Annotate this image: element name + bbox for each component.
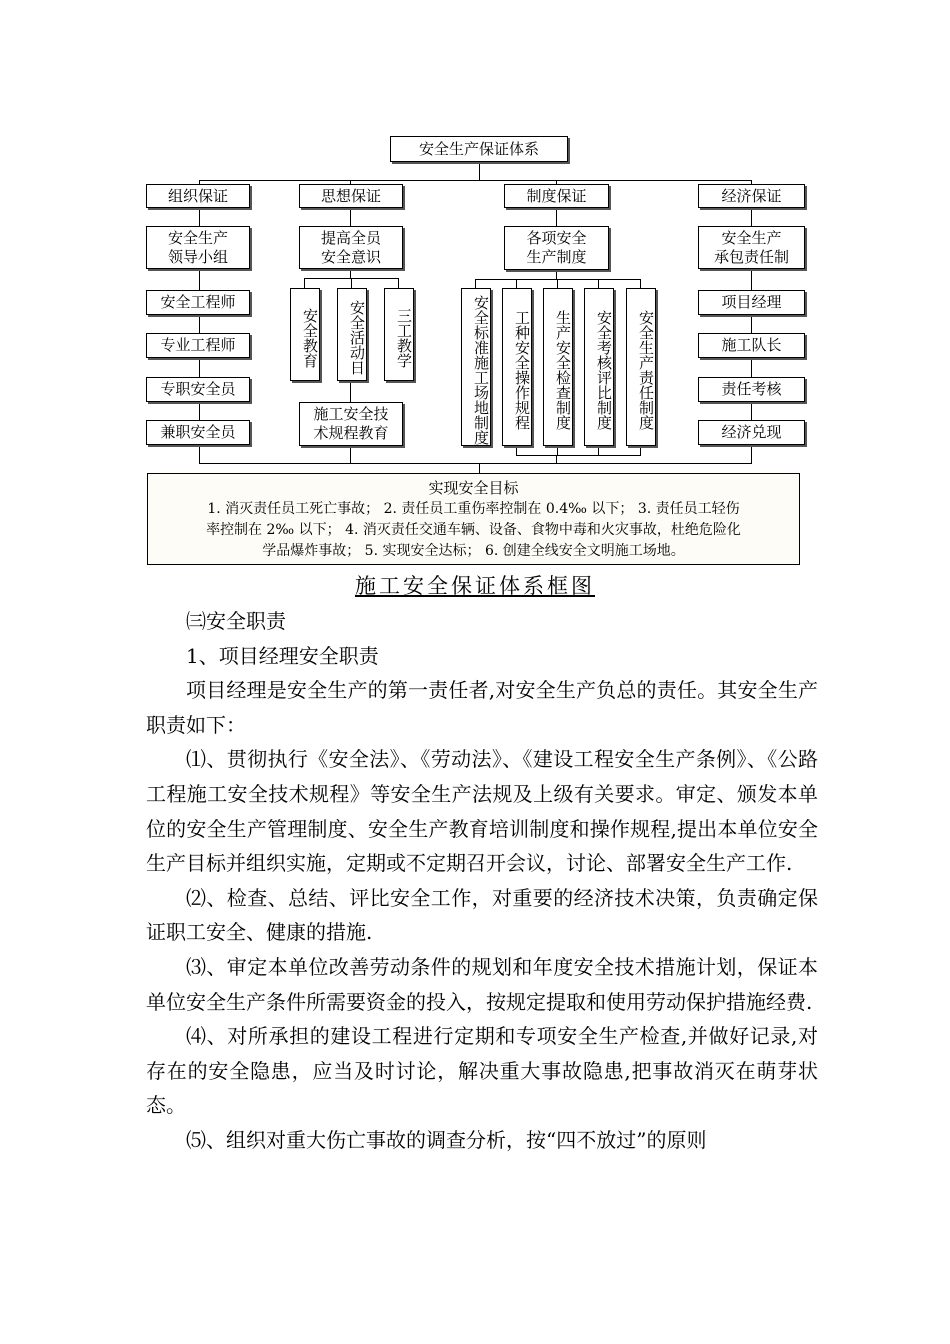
thought-top: 提高全员 安全意识 [299,226,403,269]
thought-bottom: 施工安全技 术规程教育 [299,402,403,446]
thought-header: 思想保证 [299,184,403,208]
root-node: 安全生产保证体系 [390,136,568,162]
org-item: 专职安全员 [146,377,250,402]
thought-vertical: 安全教育 [290,288,320,381]
thought-vertical: 三工教学 [384,288,414,381]
goal-line: 学品爆炸事故； 5. 实现安全达标； 6. 创建全线安全文明施工场地。 [262,543,685,559]
subsection-heading: 1、项目经理安全职责 [186,643,379,668]
caption-text: 施工安全保证体系框图 [355,574,595,598]
econ-item: 安全生产 承包责任制 [698,226,805,269]
system-vertical: 安全考核评比制度 [584,288,614,446]
paragraph: ⑵、检查、总结、评比安全工作，对重要的经济技术决策，负责确定保证职工安全、健康的措施. [146,885,818,945]
system-vertical: 安全标准施工场地制度 [461,288,491,446]
org-item: 安全生产 领导小组 [146,226,250,269]
econ-item: 施工队长 [698,333,805,358]
system-header: 制度保证 [504,184,609,208]
econ-item: 项目经理 [698,290,805,315]
org-header: 组织保证 [146,184,250,208]
system-vertical: 生产安全检查制度 [543,288,573,446]
econ-item: 经济兑现 [698,420,805,445]
diagram-caption [0,570,950,600]
org-item: 专业工程师 [146,333,250,358]
paragraph: ⑶、审定本单位改善劳动条件的规划和年度安全技术措施计划，保证本单位安全生产条件所需要资金的投入，按规定提取和使用劳动保护措施经费. [146,954,818,1014]
goal-title: 实现安全目标 [428,479,519,497]
paragraph: ⑷、对所承担的建设工程进行定期和专项安全生产检查,并做好记录,对存在的安全隐患，应当及时讨论，解决重大事故隐患,把事故消灭在萌芽状态。 [146,1024,818,1118]
safety-goal-box [147,473,800,565]
econ-header: 经济保证 [698,184,805,208]
goal-line: 1. 消灭责任员工死亡事故； 2. 责任员工重伤率控制在 0.4‰ 以下； 3. 责任员工轻伤 [207,501,740,517]
goal-line: 率控制在 2‰ 以下； 4. 消灭责任交通车辆、设备、食物中毒和火灾事故，杜绝危险化 [206,522,741,538]
econ-item: 责任考核 [698,377,805,402]
thought-vertical: 安全活动日 [337,288,367,381]
org-item: 安全工程师 [146,290,250,315]
section-heading: ㈢安全职责 [186,609,286,633]
system-vertical: 工种安全操作规程 [502,288,532,446]
system-vertical: 安全生产责任制度 [626,288,656,446]
paragraph: 项目经理是安全生产的第一责任者,对安全生产负总的责任。其安全生产职责如下： [146,678,818,737]
paragraph: ⑸、组织对重大伤亡事故的调查分析，按“四不放过”的原则 [186,1127,707,1152]
system-top: 各项安全 生产制度 [504,226,609,270]
org-item: 兼职安全员 [146,420,250,445]
paragraph: ⑴、贯彻执行《安全法》、《劳动法》、《建设工程安全生产条例》、《公路工程施工安全技术规程》等安全生产法规及上级有关要求。审定、颁发本单位的安全生产管理制度、安全生产教育培训制度和操作规程,提出本单位安全生产目标并组织实施，定期或不定期召开会议，讨论、部署安全生产工作. [146,747,818,876]
document-body [146,604,818,1158]
